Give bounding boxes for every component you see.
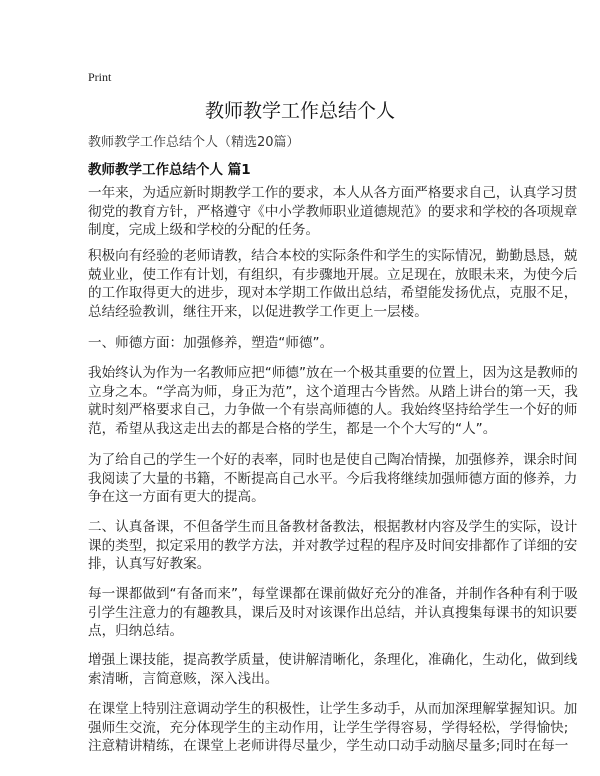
paragraph-line: 兢业业，使工作有计划，有组织，有步骤地开展。立足现在，放眼未来，为使今后 [88, 266, 578, 283]
paragraph [88, 334, 333, 353]
paragraph [88, 451, 577, 507]
paragraph [88, 585, 578, 641]
paragraph-line: 为了给自己的学生一个好的表率，同时也是使自己陶冶情操，加强修养，课余时间 [88, 452, 578, 468]
paragraph-line: 强师生交流，充分体现学生的主动作用，让学生学得容易，学得轻松，学得愉快; [88, 719, 569, 736]
print-link[interactable]: Print [88, 70, 112, 84]
paragraph-line: 我阅读了大量的书籍，不断提高自己水平。今后我将继续加强师德方面的修养，力 [88, 470, 578, 487]
document-subtitle: 教师教学工作总结个人（精选20篇） [88, 135, 300, 150]
paragraph-line: 积极向有经验的老师请教，结合本校的实际条件和学生的实际情况，勤勤恳恳，兢 [88, 248, 578, 264]
paragraph [88, 518, 577, 574]
paragraph-line: 索清晰，言简意赅，深入浅出。 [88, 670, 279, 687]
paragraph-line: 增强上课技能，提高教学质量，使讲解清晰化，条理化，准确化，生动化，做到线 [88, 652, 578, 668]
paragraph-line: 我始终认为作为一名教师应把“师德”放在一个极其重要的位置上，因为这是教师的 [88, 365, 578, 381]
paragraph-line: 排，认真写好教案。 [88, 556, 211, 573]
paragraph-line: 引学生注意力的有趣教具，课后及时对该课作出总结，并认真搜集每课书的知识要 [88, 604, 578, 621]
paragraph-line: 二、认真备课，不但备学生而且备教材备教法，根据教材内容及学生的实际，设计 [88, 519, 578, 535]
paragraph [88, 651, 577, 688]
paragraph [88, 247, 577, 321]
section-heading: 教师教学工作总结个人 篇1 [88, 162, 251, 178]
paragraph-line: 制度，完成上级和学校的分配的任务。 [88, 222, 320, 239]
paragraph-line: 一年来，为适应新时期教学工作的要求，本人从各方面严格要求自己，认真学习贯 [88, 185, 578, 201]
paragraph-line: 一、师德方面：加强修养，塑造“师德”。 [88, 335, 334, 351]
paragraph-line: 彻党的教育方针，严格遵守《中小学教师职业道德规范》的要求和学校的各项规章 [88, 203, 578, 220]
paragraph [88, 364, 578, 438]
paragraph-line: 点，归纳总结。 [88, 623, 184, 640]
paragraph-line: 每一课都做到“有备而来”，每堂课都在课前做好充分的准备，并制作各种有利于吸 [88, 586, 578, 602]
paragraph [88, 184, 577, 240]
paragraph-line: 争在这一方面有更大的提高。 [88, 489, 265, 506]
paragraph-line: 总结经验教训，继往开来，以促进教学工作更上一层楼。 [88, 303, 428, 320]
paragraph [88, 700, 577, 756]
paragraph-line: 注意精讲精练，在课堂上老师讲得尽量少，学生动口动手动脑尽量多;同时在每一 [88, 738, 569, 755]
paragraph-line: 课的类型，拟定采用的教学方法，并对教学过程的程序及时间安排都作了详细的安 [88, 537, 578, 554]
paragraph-line: 在课堂上特别注意调动学生的积极性，让学生多动手，从而加深理解掌握知识。加 [88, 701, 578, 717]
document-title: 教师教学工作总结个人 [204, 100, 395, 122]
paragraph-line: 的工作取得更大的进步，现对本学期工作做出总结，希望能发扬优点，克服不足， [88, 285, 578, 302]
paragraph-line: 就时刻严格要求自己，力争做一个有崇高师德的人。我始终坚持给学生一个好的师 [88, 402, 578, 419]
paragraph-line: 范，希望从我这走出去的都是合格的学生，都是一个个大写的“人”。 [88, 420, 497, 437]
paragraph-line: 立身之本。“学高为师，身正为范”，这个道理古今皆然。从踏上讲台的第一天，我 [88, 383, 578, 400]
